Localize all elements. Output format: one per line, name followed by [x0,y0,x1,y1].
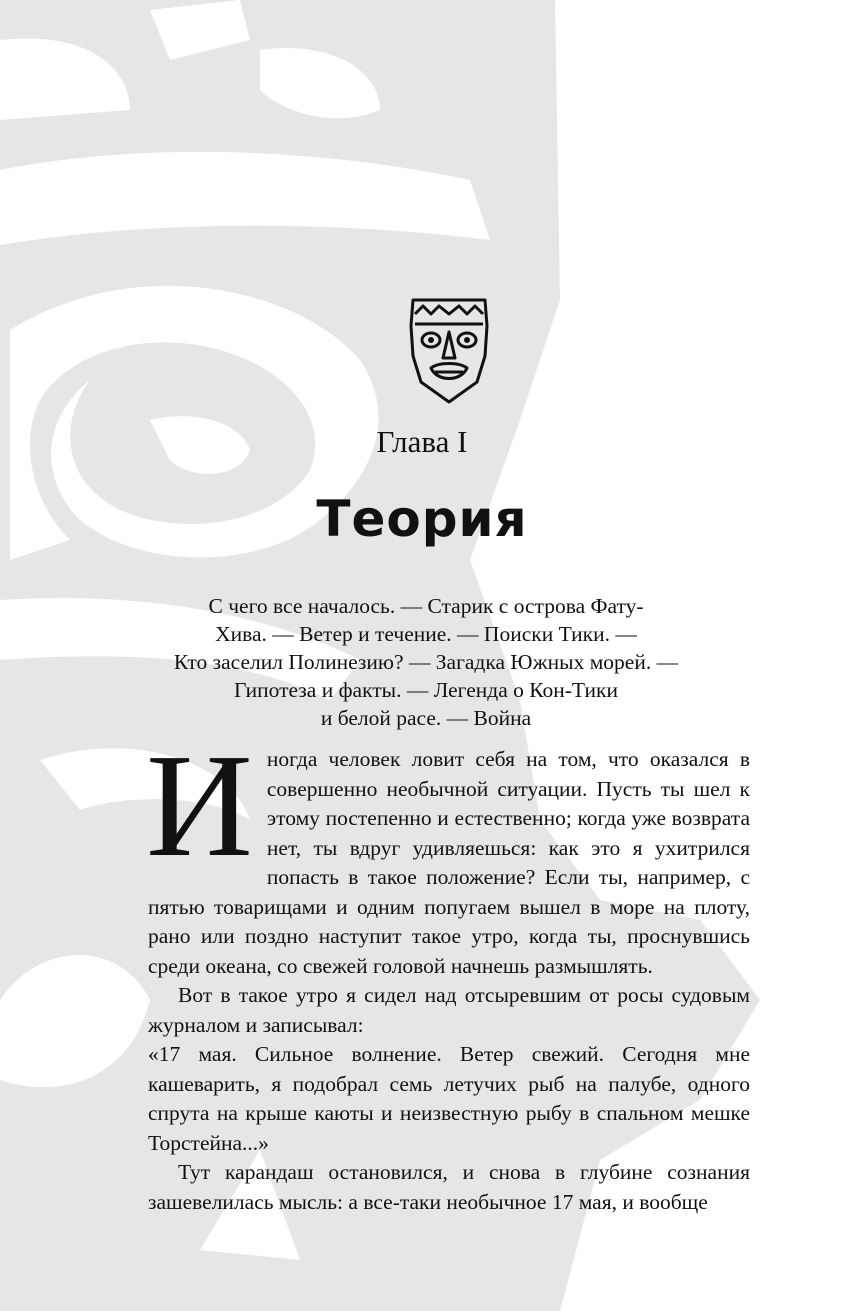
synopsis-line: Кто заселил Полинезию? — Загадка Южных морей. — [173,650,679,674]
chapter-synopsis [130,592,722,732]
synopsis-line: Хива. — Ветер и течение. — Поиски Тики. — [215,622,637,646]
journal-quote: «17 мая. Сильное волнение. Ветер свежий. Сегодня мне кашеварить, я подобрал семь летучих рыб на палубе, одного спрута на крыше каюты и неизвестную рыбу в спальном мешке Торстейна...» [148,1042,750,1155]
paragraph: Тут карандаш остановился, и снова в глубине сознания зашевелилась мысль: а все-таки необычное 17 мая, и вообще [148,1160,750,1214]
paragraph [146,724,750,981]
drop-cap: И [146,724,253,888]
chapter-title: Теория [316,490,528,548]
chapter-body [146,724,750,1217]
paragraph-text: ногда человек ловит себя на том, что оказался в совершенно необычной ситуации. Пусть ты шел к этому постепенно и естественно; когда уже возврата нет, ты вдруг удивляешься: как это я ухитрился попасть в такое положение? Если ты, например, с пятью товарищами и одним попугаем вышел в море на плоту, рано или поздно наступит такое утро, когда ты, проснувшись среди океана, со свежей головой начнешь размышлять. [148,747,750,978]
synopsis-line: С чего все началось. — Старик с острова Фату- [208,594,644,618]
chapter-label: Глава I [376,424,468,459]
tiki-mask-icon [405,296,493,406]
paragraph: Вот в такое утро я сидел над отсыревшим от росы судовым журналом и записывал: [148,983,750,1037]
synopsis-line: Гипотеза и факты. — Легенда о Кон-Тики [234,678,618,702]
synopsis-line: и белой расе. — Война [320,706,532,730]
